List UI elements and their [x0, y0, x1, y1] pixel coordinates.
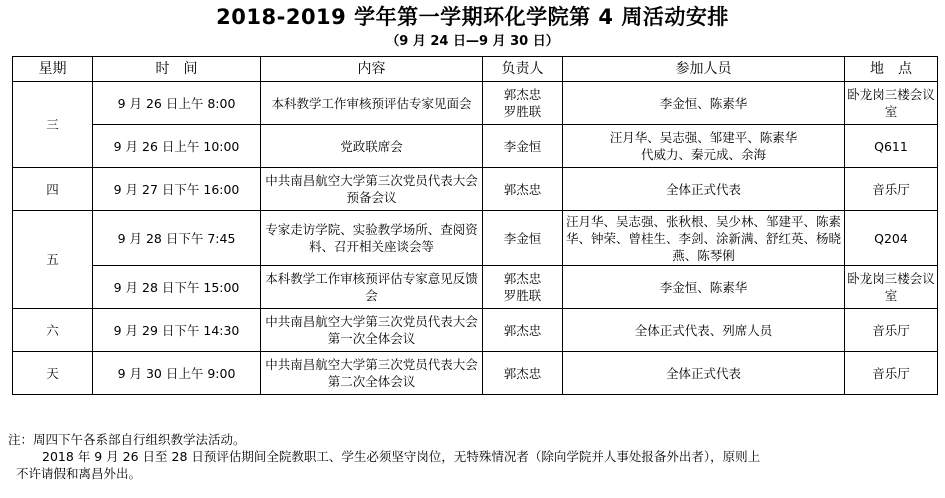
table-row	[13, 266, 938, 309]
day-cell: 六	[13, 309, 93, 352]
responsible-cell: 郭杰忠 罗胜联	[483, 266, 563, 309]
responsible-cell: 李金恒	[483, 125, 563, 168]
date-range-subtitle: （9 月 24 日—9 月 30 日）	[386, 34, 559, 49]
responsible-cell: 李金恒	[483, 211, 563, 266]
time-cell: 9 月 28 日下午 7:45	[93, 211, 261, 266]
participants-cell: 全体正式代表	[563, 352, 845, 395]
location-cell: 卧龙岗三楼会议室	[845, 266, 938, 309]
table-row	[13, 125, 938, 168]
header-participants: 参加人员	[563, 57, 845, 82]
note-line: 不许请假和离昌外出。	[16, 466, 142, 481]
time-cell: 9 月 27 日下午 16:00	[93, 168, 261, 211]
location-cell: 音乐厅	[845, 309, 938, 352]
responsible-cell: 郭杰忠 罗胜联	[483, 82, 563, 125]
day-cell: 三	[13, 82, 93, 168]
note-line: 2018 年 9 月 26 日至 28 日预评估期间全院教职工、学生必须坚守岗位，无特殊情况者（除向学院并人事处报备外出者），原则上	[42, 449, 761, 464]
content-cell: 本科教学工作审核预评估专家见面会	[261, 82, 483, 125]
content-cell: 中共南昌航空大学第三次党员代表大会预备会议	[261, 168, 483, 211]
responsible-cell: 郭杰忠	[483, 352, 563, 395]
table-row	[13, 168, 938, 211]
location-cell: 音乐厅	[845, 168, 938, 211]
table-header-row	[13, 57, 938, 82]
header-responsible: 负责人	[483, 57, 563, 82]
schedule-table	[12, 56, 938, 395]
header-time: 时 间	[93, 57, 261, 82]
location-cell: Q611	[845, 125, 938, 168]
responsible-cell: 郭杰忠	[483, 168, 563, 211]
table-row	[13, 309, 938, 352]
location-cell: Q204	[845, 211, 938, 266]
content-cell: 中共南昌航空大学第三次党员代表大会第一次全体会议	[261, 309, 483, 352]
responsible-cell: 郭杰忠	[483, 309, 563, 352]
time-cell: 9 月 30 日上午 9:00	[93, 352, 261, 395]
content-cell: 中共南昌航空大学第三次党员代表大会第二次全体会议	[261, 352, 483, 395]
note-line: 注：周四下午各系部自行组织教学法活动。	[8, 432, 246, 447]
participants-cell: 汪月华、吴志强、张秋根、吴少林、邹建平、陈素华、钟荣、曾桂生、李剑、涂新满、舒红英、杨晓燕、陈琴俐	[563, 211, 845, 266]
day-cell: 五	[13, 211, 93, 309]
content-cell: 本科教学工作审核预评估专家意见反馈会	[261, 266, 483, 309]
time-cell: 9 月 28 日下午 15:00	[93, 266, 261, 309]
table-row	[13, 352, 938, 395]
participants-cell: 全体正式代表	[563, 168, 845, 211]
time-cell: 9 月 26 日上午 10:00	[93, 125, 261, 168]
table-row	[13, 82, 938, 125]
page-title: 2018-2019 学年第一学期环化学院第 4 周活动安排	[216, 5, 729, 29]
time-cell: 9 月 26 日上午 8:00	[93, 82, 261, 125]
participants-cell: 李金恒、陈素华	[563, 82, 845, 125]
location-cell: 音乐厅	[845, 352, 938, 395]
participants-cell: 全体正式代表、列席人员	[563, 309, 845, 352]
header-location: 地 点	[845, 57, 938, 82]
content-cell: 党政联席会	[261, 125, 483, 168]
content-cell: 专家走访学院、实验教学场所、查阅资料、召开相关座谈会等	[261, 211, 483, 266]
participants-cell: 李金恒、陈素华	[563, 266, 845, 309]
header-day: 星期	[13, 57, 93, 82]
notes-section	[8, 431, 938, 482]
time-cell: 9 月 29 日下午 14:30	[93, 309, 261, 352]
header-content: 内容	[261, 57, 483, 82]
day-cell: 天	[13, 352, 93, 395]
table-row	[13, 211, 938, 266]
location-cell: 卧龙岗三楼会议室	[845, 82, 938, 125]
participants-cell: 汪月华、吴志强、邹建平、陈素华 代威力、秦元成、余海	[563, 125, 845, 168]
day-cell: 四	[13, 168, 93, 211]
